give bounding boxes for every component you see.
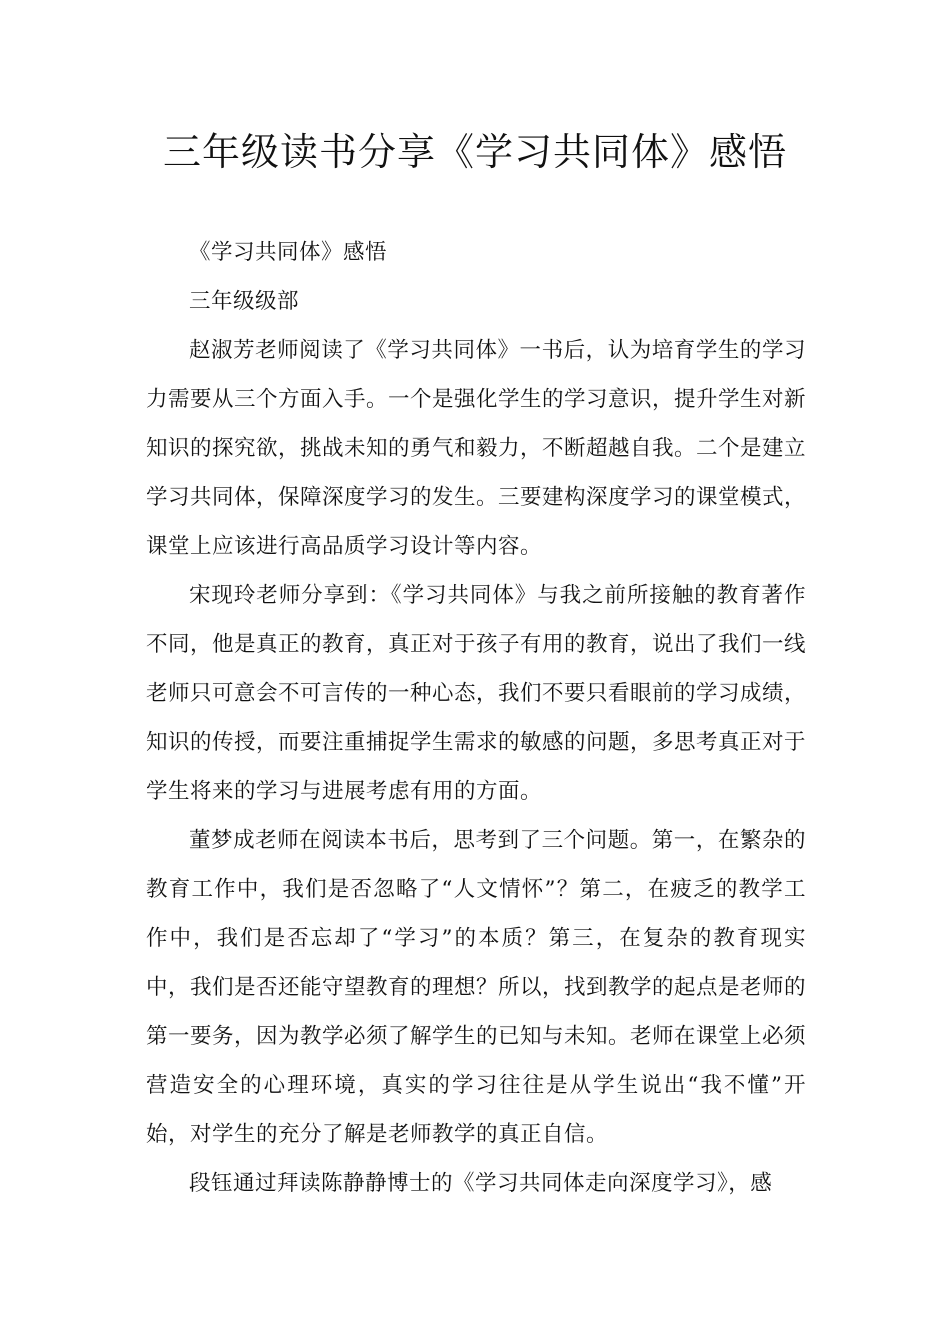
document-title: 三年级读书分享《学习共同体》感悟 (162, 130, 787, 174)
paragraph-4: 段钰通过拜读陈静静博士的《学习共同体走向深度学习》，感 (189, 1171, 773, 1196)
paragraph-2: 宋现玲老师分享到：《学习共同体》与我之前所接触的教育著作不同，他是真正的教育，真正对于孩子有用的教育，说出了我们一线老师只可意会不可言传的一种心态，我们不要只看眼前的学习成绩，知识的传授，而要注重捕捉学生需求的敏感的问题，多思考真正对于学生将来的学习与进展考虑有用的方面。 (146, 583, 807, 804)
subtitle-line: 《学习共同体》感悟 (189, 240, 388, 265)
author-line: 三年级级部 (189, 289, 300, 314)
document-body (146, 228, 806, 1208)
paragraph-3: 董梦成老师在阅读本书后，思考到了三个问题。第一，在繁杂的教育工作中，我们是否忽略了“人文情怀”？第二，在疲乏的教学工作中，我们是否忘却了“学习”的本质？第三，在复杂的教育现实中，我们是否还能守望教育的理想？所以，找到教学的起点是老师的第一要务，因为教学必须了解学生的已知与未知。老师在课堂上必须营造安全的心理环境，真实的学习往往是从学生说出“我不懂”开始，对学生的充分了解是老师教学的真正自信。 (146, 828, 807, 1147)
paragraph-1: 赵淑芳老师阅读了《学习共同体》一书后，认为培育学生的学习力需要从三个方面入手。一个是强化学生的学习意识，提升学生对新知识的探究欲，挑战未知的勇气和毅力，不断超越自我。二个是建立学习共同体，保障深度学习的发生。三要建构深度学习的课堂模式，课堂上应该进行高品质学习设计等内容。 (146, 338, 807, 559)
